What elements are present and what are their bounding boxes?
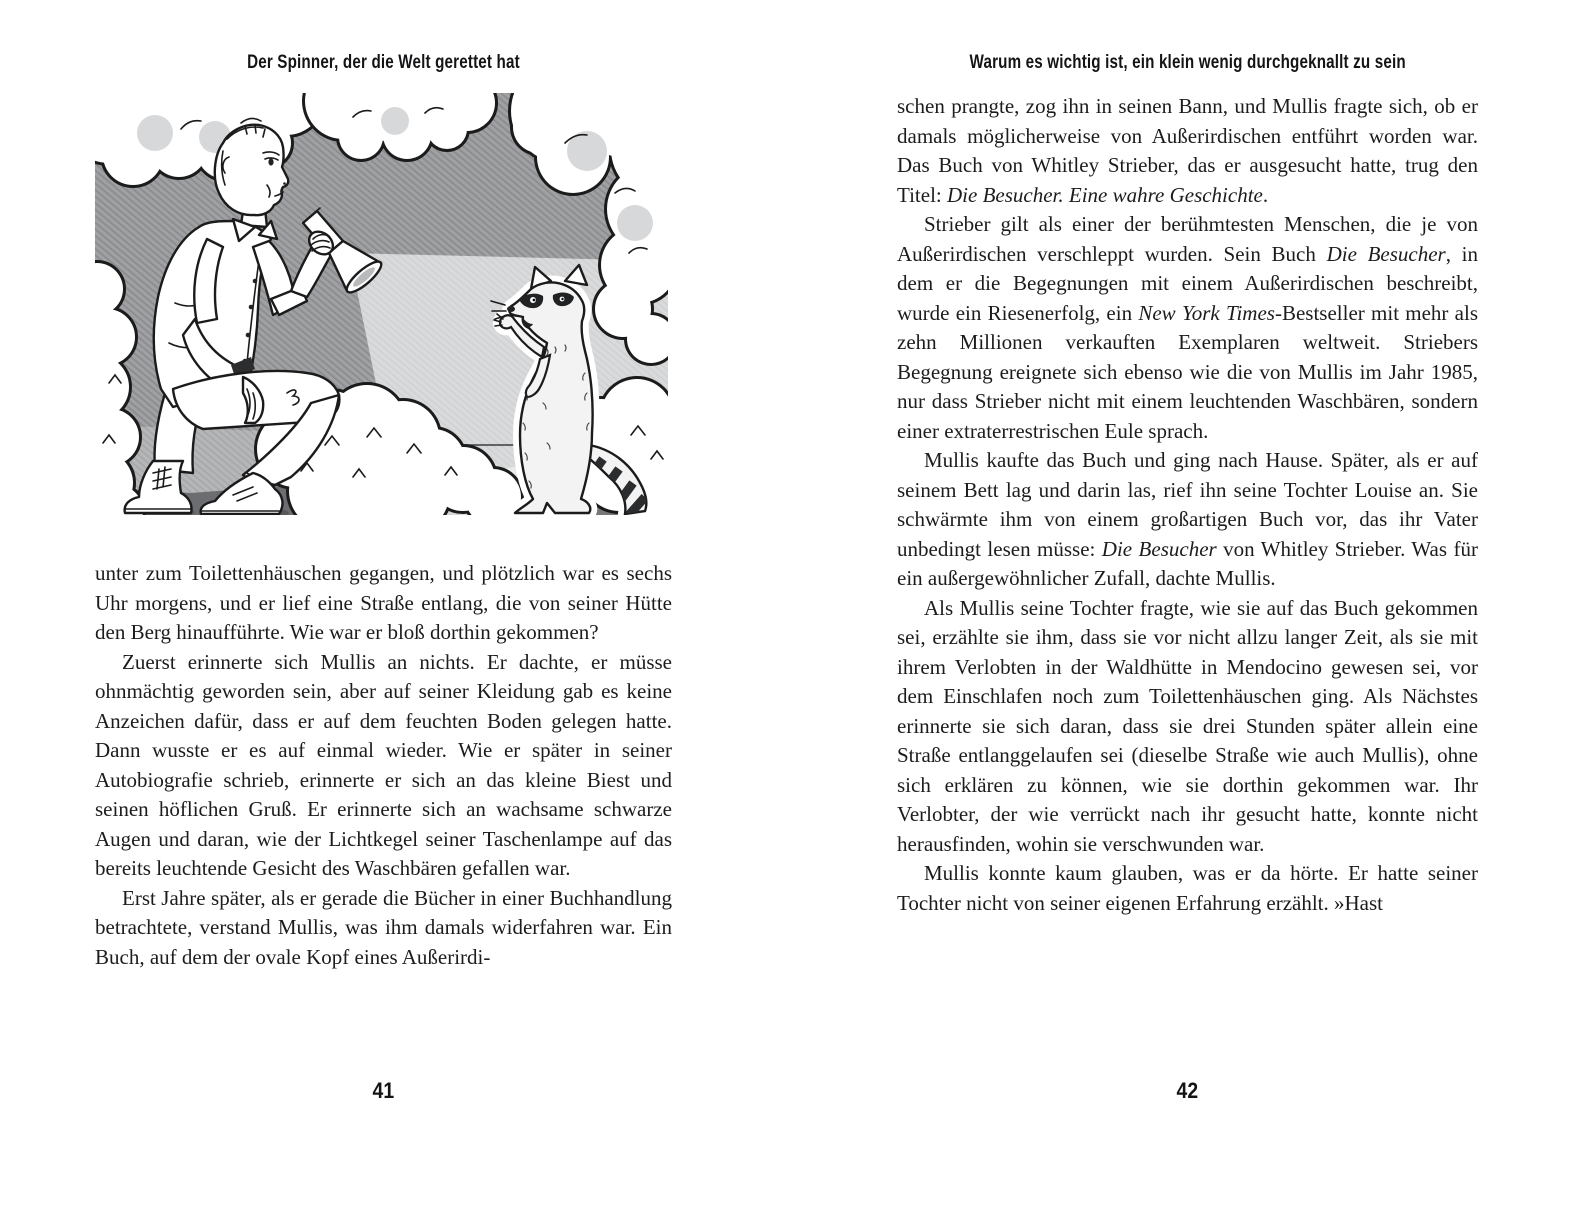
page-number-left: 41 [372,1078,395,1103]
man-head [215,125,288,215]
body-paragraph: schen prangte, zog ihn in seinen Bann, und Mullis fragte sich, ob er damals möglicherweise von Außerirdischen entführt worden war. Das Buch von Whitley Strieber, das er ausgesucht hatte, trug den Titel: Die Besucher. Eine wahre Geschichte. [897,94,1478,207]
body-paragraph: Mullis kaufte das Buch und ging nach Hause. Später, als er auf seinem Bett lag und darin las, rief ihn seine Tochter Louise an. Sie schwärmte ihm von einem großartigen Buch vor, das ihr Vater unbedingt lesen müsse: Die Besucher von Whitley Strieber. Was für ein außergewöhnlicher Zufall, dachte Mullis. [897,448,1478,590]
book-illustration [95,93,668,515]
running-header-right-text: Warum es wichtig ist, ein klein wenig durchgeknallt zu sein [969,52,1406,73]
running-header-left [95,52,672,76]
body-paragraph: Zuerst erinnerte sich Mullis an nichts. Er dachte, er müsse ohnmächtig geworden sein, aber auf seiner Kleidung gab es keine Anzeichen dafür, dass er auf dem feuchten Boden gelegen hatte. Dann wusste er es auf einmal wieder. Wie er später in seiner Autobiografie schrieb, erinnerte er sich an das kleine Biest und seinen höflichen Gruß. Er erinnerte sich an wachsame schwarze Augen und daran, wie der Lichtkegel seiner Taschenlampe auf das bereits leuchtende Gesicht des Waschbären gefallen war. [95,649,672,880]
left-page-body [95,559,672,972]
body-paragraph: Als Mullis seine Tochter fragte, wie sie auf das Buch gekommen sei, erzählte sie ihm, dass sie vor nicht allzu langer Zeit, als sie mit ihrem Verlobten in der Waldhütte in Mendocino gewesen sei, vor dem Einschlafen noch zum Toilettenhäuschen ging. Als Nächstes erinnerte sie sich daran, dass sie drei Stunden später allein eine Straße entlanggelaufen sei (dieselbe Straße wie auch Mullis), ohne sich erklären zu können, wie sie dorthin gekommen war. Ihr Verlobter, der wie verrückt nach ihr gesucht hatte, konnte nicht herausfinden, wohin sie verschwunden war. [897,595,1478,856]
running-header-right [897,52,1478,76]
raccoon-nose [507,306,515,312]
body-paragraph: unter zum Toilettenhäuschen gegangen, und plötzlich war es sechs Uhr morgens, und er lief eine Straße entlang, die von seiner Hütte den Berg hinaufführte. Wie war er bloß dorthin gekommen? [95,561,672,644]
running-header-left-text: Der Spinner, der die Welt gerettet hat [247,52,520,73]
illustration-svg [95,93,668,515]
body-paragraph: Mullis konnte kaum glauben, was er da hörte. Er hatte seiner Tochter nicht von seiner eigenen Erfahrung erzählt. »Hast [897,861,1478,915]
body-paragraph: Strieber gilt als einer der berühmtesten Menschen, die je von Außerirdischen verschleppt wurden. Sein Buch Die Besucher, in dem er die Begegnungen mit einem Außerirdischen beschreibt, wurde ein Riesenerfolg, ein New York Times-Bestseller mit mehr als zehn Millionen verkauften Exemplaren weltweit. Striebers Begegnung ereignete sich ebenso wie die von Mullis im Jahr 1985, nur dass Strieber nicht mit einem leuchtenden Waschbären, sondern einer extraterrestrischen Eule sprach. [897,212,1479,443]
body-paragraph: Erst Jahre später, als er gerade die Bücher in einer Buchhandlung betrachtete, verstand Mullis, was ihm damals widerfahren war. Ein Buch, auf dem der ovale Kopf eines Außerirdi- [95,885,672,969]
page-number-right: 42 [1176,1078,1199,1103]
man-eye [268,158,273,165]
right-page-body [897,92,1478,918]
